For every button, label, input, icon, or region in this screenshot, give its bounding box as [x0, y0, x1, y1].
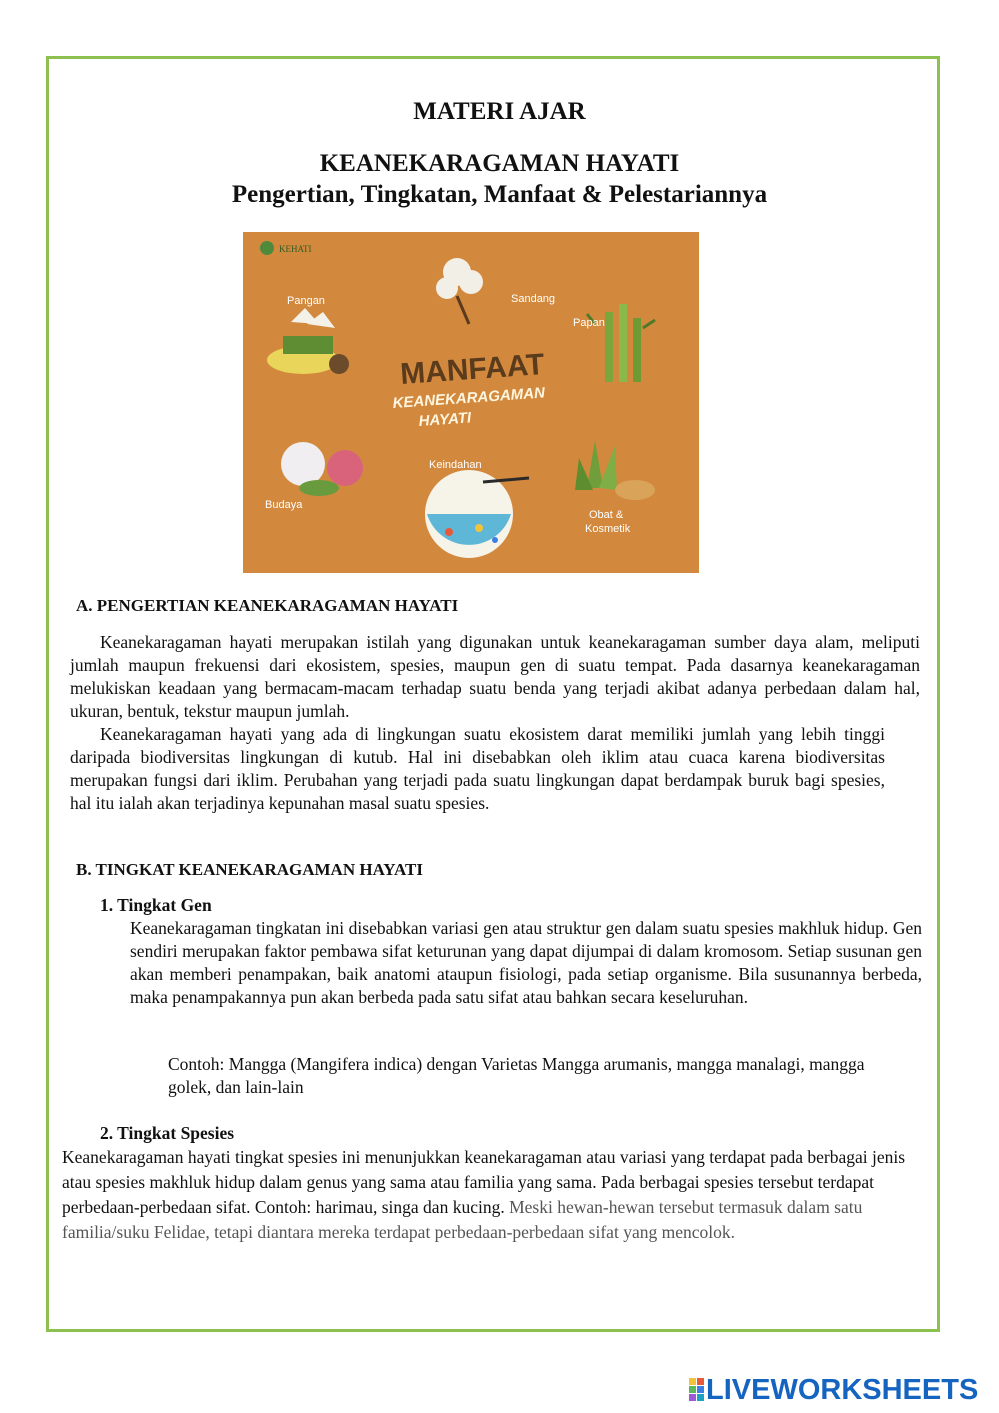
label-papan: Papan	[573, 317, 605, 329]
tingkat-gen-paragraph: Keanekaragaman tingkatan ini disebabkan variasi gen atau struktur gen dalam suatu spesies makhluk hidup. Gen sendiri merupakan faktor pembawa sifat keturunan yang dapat dijumpai di dalam kromosom. Setiap susunan gen akan memberi penampakan, baik anatomi ataupun fisiologi, pada setiap organisme. Bila susunannya berbeda, maka penampakannya pun akan berbeda pada satu sifat atau bahkan secara keseluruhan.	[130, 918, 922, 1007]
infographic-illustration	[243, 232, 699, 573]
infographic-image	[243, 232, 699, 573]
section-a-paragraph-1: Keanekaragaman hayati merupakan istilah yang digunakan untuk keanekaragaman sumber daya alam, meliputi jumlah maupun frekuensi dari ekosistem, spesies, maupun gen di suatu tempat. Pada dasarnya keanekaragaman melukiskan keadaan yang bermacam-macam terhadap suatu benda yang terjadi akibat adanya perbedaan dalam hal, ukuran, bentuk, tekstur maupun jumlah.	[70, 632, 920, 721]
label-obat: Obat &	[589, 509, 624, 521]
label-keindahan: Keindahan	[429, 459, 482, 471]
logo-text: KEHATI	[279, 244, 312, 254]
section-a-paragraph-2: Keanekaragaman hayati yang ada di lingkungan suatu ekosistem darat memiliki jumlah yang lebih tinggi daripada biodiversitas lingkungan di kutub. Hal ini disebabkan oleh iklim atau cuaca karena biodiversitas merupakan fungsi dari iklim. Perubahan yang terjadi pada suatu lingkungan dapat berdampak buruk bagi spesies, hal itu ialah akan terjadinya kepunahan masal suatu spesies.	[70, 724, 885, 813]
infographic-heading-3: HAYATI	[418, 409, 472, 430]
infographic-heading-2: KEANEKARAGAMAN	[392, 384, 546, 412]
label-sandang: Sandang	[511, 293, 556, 305]
label-budaya: Budaya	[265, 499, 303, 511]
kehati-logo	[260, 241, 312, 255]
infographic-heading: MANFAAT	[399, 347, 546, 391]
label-kosmetik: Kosmetik	[585, 523, 631, 535]
liveworksheets-brand[interactable]	[688, 1374, 988, 1404]
page-subtitle: KEANEKARAGAMAN HAYATI	[319, 150, 680, 177]
liveworksheets-logo-icon	[688, 1376, 706, 1404]
page-title: MATERI AJAR	[413, 98, 586, 125]
page-subtitle-2: Pengertian, Tingkatan, Manfaat & Pelestariannya	[231, 181, 768, 208]
tingkat-spesies-text: Keanekaragaman hayati tingkat spesies ini menunjukkan keanekaragaman atau variasi yang terdapat pada berbagai jenis atau spesies makhluk hidup dalam genus yang sama atau familia yang sama. Pada berbagai spesies tersebut terdapat perbedaan-perbedaan sifat. Contoh: harimau, singa dan kucing.	[62, 1147, 906, 1217]
tingkat-spesies-heading: 2. Tingkat Spesies	[100, 1123, 235, 1143]
section-b-heading: B. TINGKAT KEANEKARAGAMAN HAYATI	[76, 860, 423, 879]
tingkat-gen-heading: 1. Tingkat Gen	[100, 895, 212, 915]
liveworksheets-text: LIVEWORKSHEETS	[706, 1374, 979, 1406]
tingkat-spesies-paragraph	[62, 1145, 922, 1245]
tingkat-spesies-text-2: Meski hewan-hewan tersebut termasuk dalam satu familia/suku Felidae, tetapi diantara mereka terdapat perbedaan-perbedaan sifat yang mencolok.	[62, 1197, 863, 1242]
section-a-heading: A. PENGERTIAN KEANEKARAGAMAN HAYATI	[76, 596, 459, 615]
tingkat-gen-example: Contoh: Mangga (Mangifera indica) dengan Varietas Mangga arumanis, mangga manalagi, mangga golek, dan lain-lain	[168, 1054, 865, 1097]
label-pangan: Pangan	[287, 295, 325, 307]
